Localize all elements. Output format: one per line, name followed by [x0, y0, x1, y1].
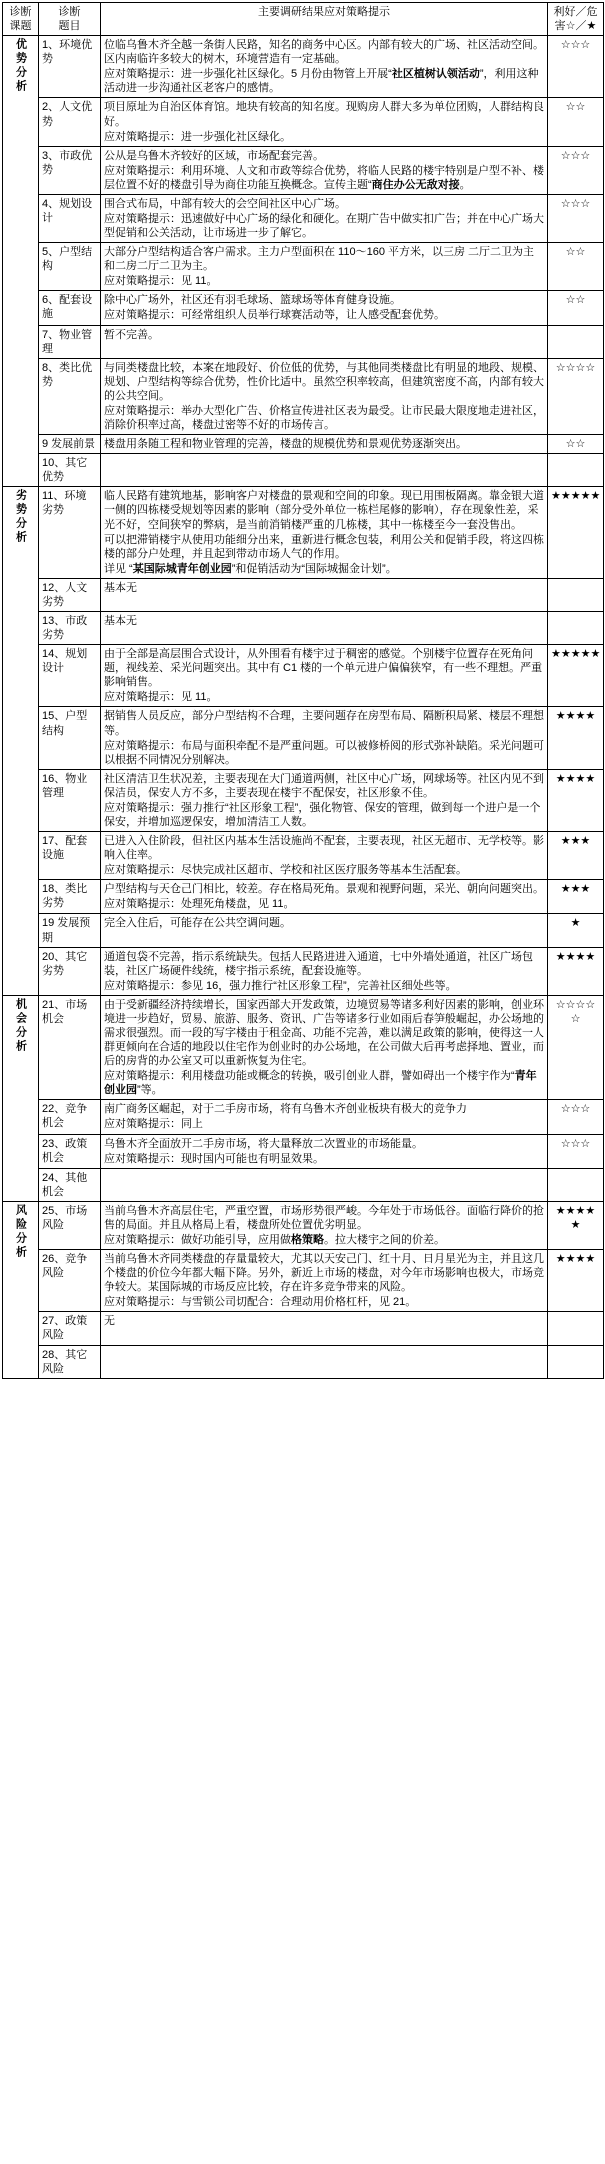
category-label: 优势分析: [14, 38, 27, 95]
findings-cell: [101, 1250, 548, 1312]
table-row: [3, 243, 604, 291]
rating-cell: [548, 707, 604, 769]
rating-cell: [548, 769, 604, 831]
table-row: [3, 36, 604, 98]
table-row: [3, 1312, 604, 1345]
finding-paragraph: 可以把滞销楼宇从使用功能细分出来，重新进行概念包装，利用公关和促销手段，将这四栋楼的部分户处理，并且起到带动市场人气的作用。: [104, 533, 544, 560]
finding-paragraph: 应对策略提示：见 11。: [104, 275, 218, 288]
topic-cell: 23、政策机会: [39, 1134, 101, 1168]
finding-paragraph: 应对策略提示：举办大型化广告、价格宣传进社区表为最受。让市民最大限度地走进社区，消除价积率过高，楼盘过密等不好的市场传言。: [104, 404, 544, 432]
finding-paragraph: 由于全部是高层围合式设计，从外围看有楼宇过于稠密的感觉。个别楼宇位置存在死角问题，视线差、采光问题突出。其中有 C1 楼的一个单元进户偏偏狭窄，有一些不理想。严重影响销售。: [104, 648, 543, 689]
table-header: [3, 3, 604, 36]
findings-cell: [101, 487, 548, 578]
swot-analysis-sheet: [0, 2, 605, 1379]
topic-cell: 6、配套设施: [39, 291, 101, 325]
findings-cell: [101, 880, 548, 914]
category-label: 机会分析: [14, 997, 27, 1054]
topic-cell: 13、市政劣势: [39, 611, 101, 644]
table-row: [3, 914, 604, 947]
finding-paragraph: 临人民路有建筑地基，影响客户对楼盘的景观和空间的印象。现已用围板隔离。靠金银大道一侧的四栋楼受规划等因素的影响（部分受外单位一栋栏尾修的影响），存在现象性差，采光不好，空间狭窄的弊病，是当前消销楼严重的几栋楼，其中一栋楼至今一套没售出。: [104, 490, 544, 531]
rating-cell: [548, 880, 604, 914]
column-header-findings: 主要调研结果应对策略提示: [101, 3, 548, 36]
emphasis-text: 某国际城青年创业园: [132, 562, 232, 575]
topic-cell: 3、市政优势: [39, 146, 101, 194]
topic-cell: 15、户型结构: [39, 707, 101, 769]
findings-cell: [101, 914, 548, 947]
findings-cell: [101, 947, 548, 995]
table-row: [3, 146, 604, 194]
topic-cell: 4、规划设计: [39, 194, 101, 242]
rating-cell: [548, 1134, 604, 1168]
rating-cell: [548, 1201, 604, 1249]
finding-paragraph: 社区清洁卫生状况差，主要表现在大门通道两侧，社区中心广场，网球场等。社区内见不到保洁员，保安人方不多，主要表现在楼宇不配保安，社区形象不佳。: [104, 772, 544, 799]
finding-paragraph: 完全入住后，可能存在公共空调问题。: [104, 917, 291, 930]
rating-stars: ☆☆☆☆: [555, 361, 596, 374]
table-row: [3, 1345, 604, 1378]
finding-paragraph: 应对策略提示：迅速做好中心广场的绿化和硬化。在期广告中做实扣广告；并在中心广场大型促销和公关活动，让市场进一步了解它。: [104, 213, 544, 240]
findings-cell: [101, 454, 548, 487]
finding-paragraph: 应对策略提示：参见 16，强力推行“社区形象工程”，完善社区细处些等。: [104, 979, 457, 992]
findings-cell: [101, 435, 548, 454]
rating-stars: ★★★: [560, 835, 591, 848]
category-cell: [3, 36, 39, 487]
emphasis-text: 格策略: [291, 1234, 324, 1247]
finding-paragraph: 项目原址为自治区体育馆。地块有较高的知名度。现购房人群大多为单位团购，人群结构良好。: [104, 101, 544, 128]
finding-paragraph: 基本无: [104, 581, 137, 594]
finding-paragraph: 应对策略提示：可经常组织人员举行球赛活动等，让人感受配套优势。: [104, 309, 445, 322]
findings-cell: [101, 1345, 548, 1378]
table-row: [3, 1168, 604, 1201]
table-row: [3, 194, 604, 242]
rating-stars: ☆☆: [565, 101, 586, 114]
table-row: [3, 1100, 604, 1134]
finding-paragraph: 当前乌鲁木齐同类楼盘的存量量较大，尤其以天安己门、红十月、日月星光为主，并且这几个楼盘的价位今年都大幅下降。另外，新近上市场的楼盘，对今年市场影响也极大，市场竞争较大。某国际城的市场反应比较，存在许多竞争带来的风险。: [104, 1253, 544, 1294]
findings-cell: [101, 1168, 548, 1201]
finding-paragraph: 由于受新疆经济持续增长，国家西部大开发政策，边境贸易等诸多利好因素的影响，创业环境进一步趋好，贸易、旅游、服务、资讯、广告等诸多行业如雨后春笋般崛起，办公场地的需求很强烈。而一段的写字楼由于租金高、功能不完善，难以满足政策的影响，使得这一人群更倾向在合适的地段以住宅作为创业时的办公场地，在公司做大后再考虑择地、置业，而后的房背的办公室又可以重新恢复为住宅。: [104, 998, 544, 1068]
table-row: [3, 435, 604, 454]
table-row: [3, 325, 604, 358]
rating-stars: ★★★★: [555, 1253, 596, 1266]
table-row: [3, 578, 604, 611]
topic-cell: 7、物业管理: [39, 325, 101, 358]
rating-cell: [548, 243, 604, 291]
column-header-topic: [39, 3, 101, 36]
findings-cell: [101, 1312, 548, 1345]
table-row: [3, 880, 604, 914]
table-row: [3, 291, 604, 325]
findings-cell: [101, 707, 548, 769]
findings-cell: [101, 146, 548, 194]
rating-cell: [548, 1100, 604, 1134]
table-row: [3, 611, 604, 644]
rating-cell: [548, 146, 604, 194]
table-row: [3, 769, 604, 831]
table-row: [3, 487, 604, 578]
finding-paragraph: 楼盘用条随工程和物业管理的完善，楼盘的规模优势和景观优势逐渐突出。: [104, 438, 467, 451]
column-header-category-line2: 课题: [9, 20, 32, 33]
finding-paragraph: 应对策略提示：强力推行“社区形象工程”，强化物管、保安的管理，做到每一个进户是一个保安，并增加巡逻保安，增加清洁工人数。: [104, 801, 541, 828]
table-row: [3, 832, 604, 880]
category-label: 风险分析: [14, 1203, 27, 1260]
table-row: [3, 1250, 604, 1312]
findings-cell: [101, 291, 548, 325]
rating-cell: [548, 1168, 604, 1201]
table-row: [3, 1201, 604, 1249]
topic-cell: 26、竞争风险: [39, 1250, 101, 1312]
rating-stars: ★★★★: [555, 772, 596, 785]
rating-cell: [548, 578, 604, 611]
finding-paragraph: 围合式布局，中部有较大的会空间社区中心广场。: [104, 197, 346, 210]
rating-cell: [548, 832, 604, 880]
finding-paragraph: 应对策略提示：布局与面积牵配不是严重问题。可以被修桥阅的形式弥补缺陷。采光问题可以根据不同情况分别解决。: [104, 739, 544, 766]
topic-cell: 21、市场机会: [39, 995, 101, 1100]
category-cell: [3, 995, 39, 1201]
finding-paragraph: 应对策略提示：见 11。: [104, 691, 218, 704]
finding-paragraph: 应对策略提示：处理死角楼盘，见 11。: [104, 898, 295, 911]
topic-cell: 24、其他机会: [39, 1168, 101, 1201]
findings-cell: [101, 1201, 548, 1249]
topic-cell: 14、规划设计: [39, 645, 101, 707]
rating-cell: [548, 291, 604, 325]
topic-cell: 11、环境劣势: [39, 487, 101, 578]
category-cell: [3, 1201, 39, 1378]
rating-cell: [548, 645, 604, 707]
table-row: [3, 707, 604, 769]
finding-paragraph: 公从是乌鲁木齐较好的区域，市场配套完善。: [104, 149, 324, 162]
column-header-rating-line1: 利好／危: [553, 6, 598, 18]
column-header-topic-line2: 题目: [58, 20, 81, 33]
rating-cell: [548, 358, 604, 434]
findings-cell: [101, 358, 548, 434]
rating-cell: [548, 36, 604, 98]
topic-cell: 9 发展前景: [39, 435, 101, 454]
finding-paragraph: 应对策略提示：利用楼盘功能或概念的转换，吸引创业人群，譬如碍出一个楼宇作为“青年创业园”等。: [104, 1070, 537, 1097]
table-row: [3, 454, 604, 487]
topic-cell: 20、其它劣势: [39, 947, 101, 995]
rating-cell: [548, 947, 604, 995]
rating-stars: ★★★★★: [551, 648, 601, 661]
rating-cell: [548, 995, 604, 1100]
finding-paragraph: 应对策略提示：利用环境、人文和市政等综合优势，将临人民路的楼宇特别是户型不补、楼层位置不好的楼盘引导为商住功能互换概念。宣传主题“商住办公无敌对接。: [104, 164, 544, 191]
topic-cell: 17、配套设施: [39, 832, 101, 880]
rating-stars: ☆☆: [565, 246, 586, 259]
findings-cell: [101, 325, 548, 358]
column-header-topic-line1: 诊断: [58, 6, 81, 18]
finding-paragraph: 已进入入住阶段，但社区内基本生活设施尚不配套，主要表现，社区无超市、无学校等。影响入住率。: [104, 835, 544, 862]
findings-cell: [101, 1134, 548, 1168]
rating-stars: ☆: [570, 1012, 581, 1025]
rating-stars: ☆☆☆: [560, 39, 591, 52]
topic-cell: 10、其它优势: [39, 454, 101, 487]
rating-cell: [548, 454, 604, 487]
rating-stars: ★★★: [560, 883, 591, 896]
rating-cell: [548, 98, 604, 146]
topic-cell: 16、物业管理: [39, 769, 101, 831]
finding-paragraph: 据销售人员反应，部分户型结构不合理，主要问题存在房型布局、隔断积局紧、楼层不理想等。: [104, 710, 544, 737]
findings-cell: [101, 995, 548, 1100]
table-body: [3, 36, 604, 1379]
rating-stars: ☆☆☆: [560, 149, 591, 162]
topic-cell: 18、类比劣势: [39, 880, 101, 914]
findings-cell: [101, 36, 548, 98]
rating-stars: ★★★★★: [551, 490, 601, 503]
findings-cell: [101, 243, 548, 291]
rating-stars: ☆☆☆: [560, 197, 591, 210]
findings-cell: [101, 578, 548, 611]
topic-cell: 19 发展预期: [39, 914, 101, 947]
finding-paragraph: 通道包袋不完善，指示系统缺失。包括人民路进进入通道，七中外墙处通道，社区广场包装，社区广场硬件线统，楼宇指示系统，配套设施等。: [104, 950, 533, 977]
topic-cell: 28、其它风险: [39, 1345, 101, 1378]
emphasis-text: 青年创业园: [104, 1070, 537, 1097]
swot-table: [2, 2, 604, 1379]
table-row: [3, 1134, 604, 1168]
rating-stars: ★: [570, 917, 581, 930]
topic-cell: 22、竞争机会: [39, 1100, 101, 1134]
findings-cell: [101, 1100, 548, 1134]
rating-cell: [548, 194, 604, 242]
topic-cell: 8、类比优势: [39, 358, 101, 434]
finding-paragraph: 应对策略提示：与雪锁公司切配合：合理动用价格杠杆，见 21。: [104, 1296, 417, 1309]
column-header-rating: [548, 3, 604, 36]
table-row: [3, 358, 604, 434]
finding-paragraph: 除中心广场外，社区还有羽毛球场、篮球场等体育健身设施。: [104, 294, 401, 307]
topic-cell: 25、市场风险: [39, 1201, 101, 1249]
column-header-category-line1: 诊断: [9, 6, 32, 18]
topic-cell: 12、人文劣势: [39, 578, 101, 611]
category-label: 劣势分析: [14, 489, 27, 546]
finding-paragraph: 应对策略提示：做好功能引导，应用做格策略。拉大楼宇之间的价差。: [104, 1234, 445, 1247]
topic-cell: 27、政策风险: [39, 1312, 101, 1345]
table-row: [3, 995, 604, 1100]
column-header-rating-line2: 害☆／★: [554, 20, 597, 33]
rating-stars: ☆☆: [565, 294, 586, 307]
finding-paragraph: 无: [104, 1315, 115, 1328]
finding-paragraph: 基本无: [104, 614, 137, 627]
rating-cell: [548, 1250, 604, 1312]
finding-paragraph: 应对策略提示：进一步强化社区绿化。: [104, 130, 291, 143]
findings-cell: [101, 645, 548, 707]
rating-stars: ☆☆☆: [560, 1103, 591, 1116]
rating-cell: [548, 487, 604, 578]
table-row: [3, 98, 604, 146]
rating-stars: ★★★★: [555, 1204, 596, 1217]
table-header-row: [3, 3, 604, 36]
table-row: [3, 947, 604, 995]
rating-stars: ★★★★: [555, 950, 596, 963]
finding-paragraph: 应对策略提示：尽快完成社区超市、学校和社区医疗服务等基本生活配套。: [104, 864, 467, 877]
finding-paragraph: 乌鲁木齐全面放开二手房市场，将大量释放二次置业的市场能量。: [104, 1137, 423, 1150]
topic-cell: 1、环境优势: [39, 36, 101, 98]
finding-paragraph: 暂不完善。: [104, 328, 159, 341]
rating-stars: ☆☆☆☆: [555, 998, 596, 1011]
table-row: [3, 645, 604, 707]
rating-cell: [548, 611, 604, 644]
finding-paragraph: 应对策略提示：同上: [104, 1118, 203, 1131]
rating-cell: [548, 914, 604, 947]
finding-paragraph: 位临乌鲁木齐全越一条街人民路，知名的商务中心区。内部有较大的广场、社区活动空间。区内南临许多较大的树木，环境营造有一定基础。: [104, 39, 544, 66]
emphasis-text: 商住办公无敌对接: [371, 178, 460, 191]
findings-cell: [101, 194, 548, 242]
rating-cell: [548, 435, 604, 454]
finding-paragraph: 大部分户型结构适合客户需求。主力户型面积在 110～160 平方米，以三房 二厅二卫为主和二房二厅二卫为主。: [104, 246, 535, 273]
findings-cell: [101, 98, 548, 146]
column-header-category: [3, 3, 39, 36]
finding-paragraph: 详见 “某国际城青年创业园”和促销活动为“国际城掘金计划”。: [104, 562, 397, 575]
topic-cell: 2、人文优势: [39, 98, 101, 146]
finding-paragraph: 与同类楼盘比较，本案在地段好、价位低的优势，与其他同类楼盘比有明显的地段、规模、规划、户型结构等综合优势，性价比适中。虽然空积率较高，但建筑密度不高，内部有较大的公共空间。: [104, 361, 544, 402]
rating-stars: ★: [570, 1218, 581, 1231]
findings-cell: [101, 611, 548, 644]
rating-stars: ☆☆☆: [560, 1137, 591, 1150]
finding-paragraph: 应对策略提示：进一步强化社区绿化。5 月份由物管上开展“社区植树认领活动”，利用这种活动进一步沟通社区老客户的感情。: [104, 68, 539, 95]
rating-cell: [548, 325, 604, 358]
finding-paragraph: 应对策略提示：现时国内可能也有明显效果。: [104, 1152, 324, 1165]
rating-stars: ☆☆: [565, 438, 586, 451]
emphasis-text: 社区植树认领活动: [391, 68, 480, 81]
finding-paragraph: 南广商务区崛起，对于二手房市场，将有乌鲁木齐创业板块有极大的竞争力: [104, 1103, 467, 1116]
topic-cell: 5、户型结构: [39, 243, 101, 291]
rating-cell: [548, 1312, 604, 1345]
finding-paragraph: 户型结构与天仓己门相比，较差。存在格局死角。景观和视野问题，采光、朝向问题突出。: [104, 883, 544, 896]
findings-cell: [101, 769, 548, 831]
finding-paragraph: 当前乌鲁木齐高层住宅，严重空置，市场形势很严峻。今年处于市场低谷。面临行降价的抢售的局面。并且从格局上看，楼盘所处位置优劣明显。: [104, 1204, 544, 1231]
rating-cell: [548, 1345, 604, 1378]
findings-cell: [101, 832, 548, 880]
rating-stars: ★★★★: [555, 710, 596, 723]
category-cell: [3, 487, 39, 996]
